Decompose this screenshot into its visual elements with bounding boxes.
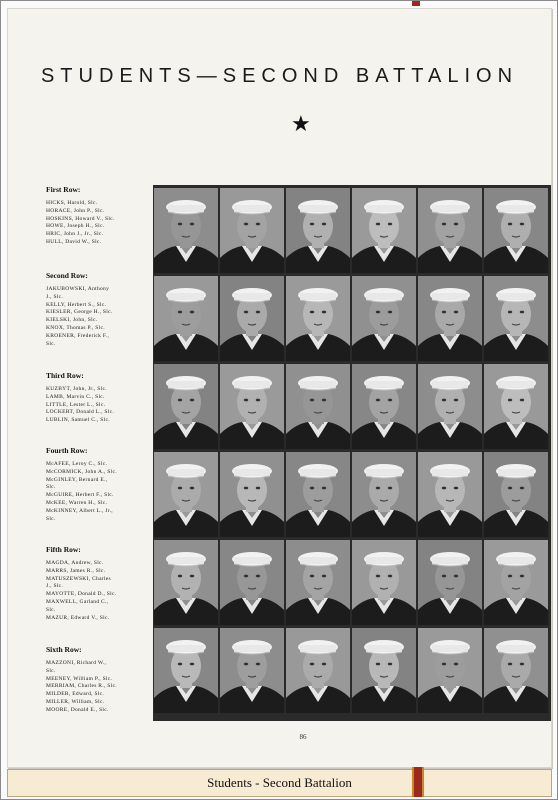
name-line: MEENEY, William P., Slc. bbox=[46, 675, 113, 682]
portrait-photo bbox=[154, 276, 218, 361]
portrait-photo bbox=[418, 188, 482, 273]
name-line: KIELSKI, John, Slc. bbox=[46, 317, 98, 324]
portrait-grid bbox=[153, 185, 551, 721]
caption-group-row3 bbox=[46, 371, 151, 425]
name-line: JAKUBOWSKI, Anthony bbox=[46, 286, 110, 292]
name-line: HICKS, Harold, Slc. bbox=[46, 200, 98, 206]
scanned-page bbox=[7, 8, 552, 768]
name-line: HRIC, John J., Jr., Slc. bbox=[46, 231, 104, 238]
name-line: HOSKINS, Howard V., Slc. bbox=[46, 215, 115, 222]
portrait-photo bbox=[220, 364, 284, 449]
name-line: MARRS, James R., Slc. bbox=[46, 567, 106, 574]
name-list bbox=[46, 386, 151, 425]
caption-group-row1 bbox=[46, 185, 151, 247]
portrait-photo bbox=[484, 628, 548, 713]
portrait-photo bbox=[352, 452, 416, 537]
name-line: KIESLER, George H., Slc. bbox=[46, 309, 113, 316]
name-list bbox=[46, 560, 151, 622]
name-line: McKINNEY, Albert L., Jr., bbox=[46, 507, 113, 514]
name-line: HOWE, Joseph H., Slc. bbox=[46, 223, 105, 230]
portrait-photo bbox=[418, 628, 482, 713]
name-line: LITTLE, Lester L., Slc. bbox=[46, 401, 106, 408]
row-label: Fourth Row: bbox=[46, 446, 88, 455]
caption-group-row5 bbox=[46, 545, 151, 622]
name-line: MILLER, William, Slc. bbox=[46, 698, 105, 705]
name-line: KNOX, Thomas P., Slc. bbox=[46, 324, 105, 331]
portrait-photo bbox=[286, 628, 350, 713]
page-title: STUDENTS—SECOND BATTALION bbox=[40, 65, 519, 87]
row-label: Fifth Row: bbox=[46, 545, 81, 554]
name-line: MILDER, Edward, Slc. bbox=[46, 691, 105, 698]
portrait-photo bbox=[286, 188, 350, 273]
portrait-photo bbox=[220, 452, 284, 537]
name-line: KELLY, Herbert S., Slc. bbox=[46, 301, 107, 308]
name-list bbox=[46, 286, 151, 348]
name-line: MATUSZEWSKI, Charles bbox=[46, 575, 111, 582]
name-line: LAMB, Marvin C., Slc. bbox=[46, 393, 105, 400]
caption-group-row2 bbox=[46, 271, 151, 348]
portrait-photo bbox=[352, 540, 416, 625]
name-line: Slc. bbox=[46, 667, 56, 674]
portrait-photo bbox=[352, 188, 416, 273]
name-line: Slc. bbox=[46, 340, 56, 347]
name-line: MAGDA, Andrew, Slc. bbox=[46, 560, 104, 566]
portrait-photo bbox=[352, 276, 416, 361]
portrait-photo bbox=[154, 364, 218, 449]
portrait-photo bbox=[220, 628, 284, 713]
name-line: J., Slc. bbox=[46, 583, 64, 590]
portrait-photo bbox=[286, 276, 350, 361]
name-line: KUZBYT, John, Jr., Slc. bbox=[46, 386, 107, 392]
portrait-photo bbox=[154, 628, 218, 713]
bookmark-ribbon bbox=[412, 767, 424, 797]
name-line: MAZZONI, Richard W., bbox=[46, 660, 107, 666]
portrait-photo bbox=[286, 540, 350, 625]
row-label: Third Row: bbox=[46, 371, 84, 380]
name-line: McGUIRE, Herbert F., Slc. bbox=[46, 492, 114, 499]
name-line: MOORE, Donald E., Slc. bbox=[46, 706, 109, 713]
portrait-photo bbox=[418, 540, 482, 625]
name-line: J., Slc. bbox=[46, 293, 64, 300]
name-line: LUBLIN, Samuel C., Slc. bbox=[46, 417, 110, 424]
portrait-photo bbox=[286, 364, 350, 449]
portrait-photo bbox=[220, 188, 284, 273]
name-line: HULL, David W., Slc. bbox=[46, 238, 102, 245]
row-label: Second Row: bbox=[46, 271, 88, 280]
row-label: Sixth Row: bbox=[46, 645, 82, 654]
portrait-photo bbox=[484, 452, 548, 537]
portrait-photo bbox=[352, 628, 416, 713]
name-line: Slc. bbox=[46, 606, 56, 613]
name-line: McGINLEY, Bernard E., bbox=[46, 476, 108, 483]
name-line: McCORMICK, John A., Slc. bbox=[46, 468, 117, 475]
portrait-photo bbox=[418, 276, 482, 361]
portrait-photo bbox=[154, 452, 218, 537]
portrait-photo bbox=[484, 364, 548, 449]
star-ornament: ★ bbox=[291, 111, 311, 136]
caption-group-row6 bbox=[46, 645, 151, 715]
portrait-photo bbox=[286, 452, 350, 537]
name-line: Slc. bbox=[46, 484, 56, 491]
name-list bbox=[46, 200, 151, 247]
name-line: McKEE, Warren H., Slc. bbox=[46, 499, 108, 506]
portrait-photo bbox=[154, 188, 218, 273]
top-page-marker bbox=[412, 1, 420, 6]
portrait-photo bbox=[484, 188, 548, 273]
caption-bar bbox=[7, 769, 552, 797]
row-label: First Row: bbox=[46, 185, 81, 194]
name-line: McAFEE, Leroy C., Slc. bbox=[46, 461, 108, 467]
caption-title: Students - Second Battalion bbox=[207, 775, 352, 790]
portrait-photo bbox=[418, 452, 482, 537]
name-line: LOCKERT, Donald L., Slc. bbox=[46, 409, 115, 416]
portrait-photo bbox=[352, 364, 416, 449]
name-line: HORACE, John P., Slc. bbox=[46, 207, 105, 214]
page-number: 86 bbox=[299, 733, 307, 741]
name-line: MAZUR, Edward V., Slc. bbox=[46, 614, 110, 621]
name-list bbox=[46, 461, 151, 523]
name-line: Slc. bbox=[46, 515, 56, 522]
caption-group-row4 bbox=[46, 446, 151, 523]
portrait-photo bbox=[220, 276, 284, 361]
name-list bbox=[46, 660, 151, 715]
portrait-photo bbox=[154, 540, 218, 625]
portrait-photo bbox=[484, 540, 548, 625]
portrait-photo bbox=[418, 364, 482, 449]
portrait-photo bbox=[220, 540, 284, 625]
portrait-photo bbox=[484, 276, 548, 361]
name-line: MERRIAM, Charles R., Slc. bbox=[46, 683, 117, 690]
name-line: MAYOTTE, Donald D., Slc. bbox=[46, 591, 117, 598]
name-line: KROENER, Frederick F., bbox=[46, 332, 110, 339]
name-line: MAXWELL, Garland C., bbox=[46, 598, 109, 605]
